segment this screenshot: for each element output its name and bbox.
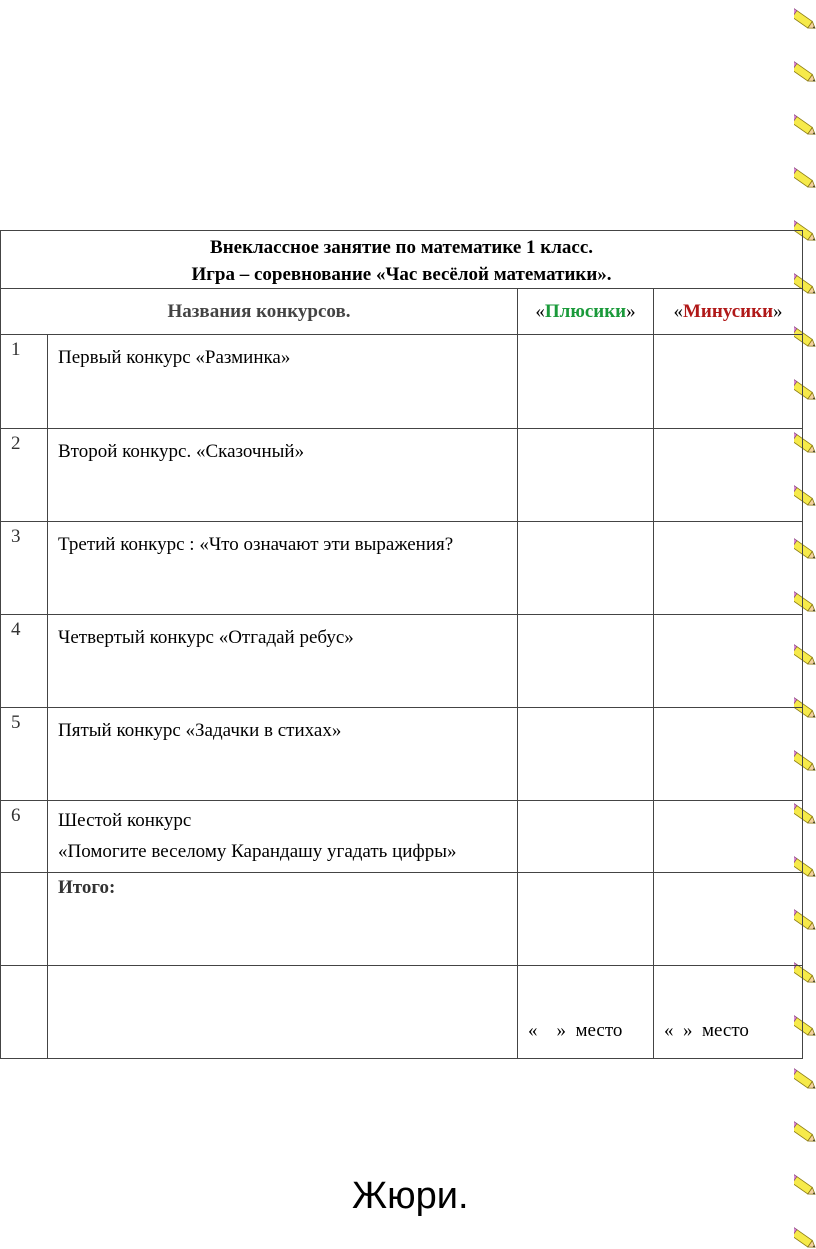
table-row <box>1 335 803 429</box>
empty-cell <box>48 966 518 1059</box>
table-row <box>1 615 803 708</box>
pencil-icon <box>794 1227 816 1249</box>
plus-place[interactable]: « » место <box>518 966 654 1059</box>
row-number: 3 <box>1 522 48 615</box>
plus-score-cell[interactable] <box>518 801 654 873</box>
title-line-2: Игра – соревнование «Час весёлой математики». <box>191 264 612 285</box>
plus-label: Плюсики <box>544 300 627 322</box>
total-label: Итого: <box>48 873 518 966</box>
row-number: 4 <box>1 615 48 708</box>
plus-total-cell[interactable] <box>518 873 654 966</box>
table-row <box>1 708 803 801</box>
plus-score-cell[interactable] <box>518 708 654 801</box>
contest-score-table <box>0 230 803 1059</box>
contest-name-line-2: «Помогите веселому Карандашу угадать цифры» <box>58 841 457 862</box>
minus-score-cell[interactable] <box>654 615 803 708</box>
plus-score-cell[interactable] <box>518 335 654 429</box>
contest-name: Первый конкурс «Разминка» <box>48 335 518 429</box>
row-number: 6 <box>1 801 48 873</box>
row-number: 5 <box>1 708 48 801</box>
minus-score-cell[interactable] <box>654 522 803 615</box>
pencil-icon <box>794 167 816 191</box>
pencil-icon <box>794 61 816 85</box>
header-minus: «Минусики» <box>654 289 803 335</box>
total-row <box>1 873 803 966</box>
row-number: 2 <box>1 429 48 522</box>
empty-cell <box>1 873 48 966</box>
table-title <box>1 231 803 289</box>
pencil-icon <box>794 8 816 32</box>
table-row <box>1 801 803 873</box>
minus-total-cell[interactable] <box>654 873 803 966</box>
header-contests: Названия конкурсов. <box>1 289 518 335</box>
row-number: 1 <box>1 335 48 429</box>
contest-name <box>48 801 518 873</box>
minus-score-cell[interactable] <box>654 801 803 873</box>
jury-signature-label: Жюри. <box>352 1175 469 1217</box>
pencil-icon <box>794 1121 816 1145</box>
header-plus: «Плюсики» <box>518 289 654 335</box>
contest-name-line-1: Шестой конкурс <box>58 810 192 831</box>
pencil-icon <box>794 1174 816 1198</box>
plus-score-cell[interactable] <box>518 615 654 708</box>
table-row <box>1 429 803 522</box>
minus-score-cell[interactable] <box>654 335 803 429</box>
contest-name: Третий конкурс : «Что означают эти выражения? <box>48 522 518 615</box>
minus-place[interactable]: « » место <box>654 966 803 1059</box>
table-row <box>1 522 803 615</box>
empty-cell <box>1 966 48 1059</box>
minus-score-cell[interactable] <box>654 708 803 801</box>
plus-score-cell[interactable] <box>518 429 654 522</box>
minus-score-cell[interactable] <box>654 429 803 522</box>
pencil-icon <box>794 1068 816 1092</box>
place-row <box>1 966 803 1059</box>
contest-name: Четвертый конкурс «Отгадай ребус» <box>48 615 518 708</box>
plus-score-cell[interactable] <box>518 522 654 615</box>
title-line-1: Внеклассное занятие по математике 1 класс. <box>210 237 594 258</box>
contest-name: Второй конкурс. «Сказочный» <box>48 429 518 522</box>
pencil-icon <box>794 114 816 138</box>
contest-name: Пятый конкурс «Задачки в стихах» <box>48 708 518 801</box>
minus-label: Минусики <box>683 300 774 322</box>
